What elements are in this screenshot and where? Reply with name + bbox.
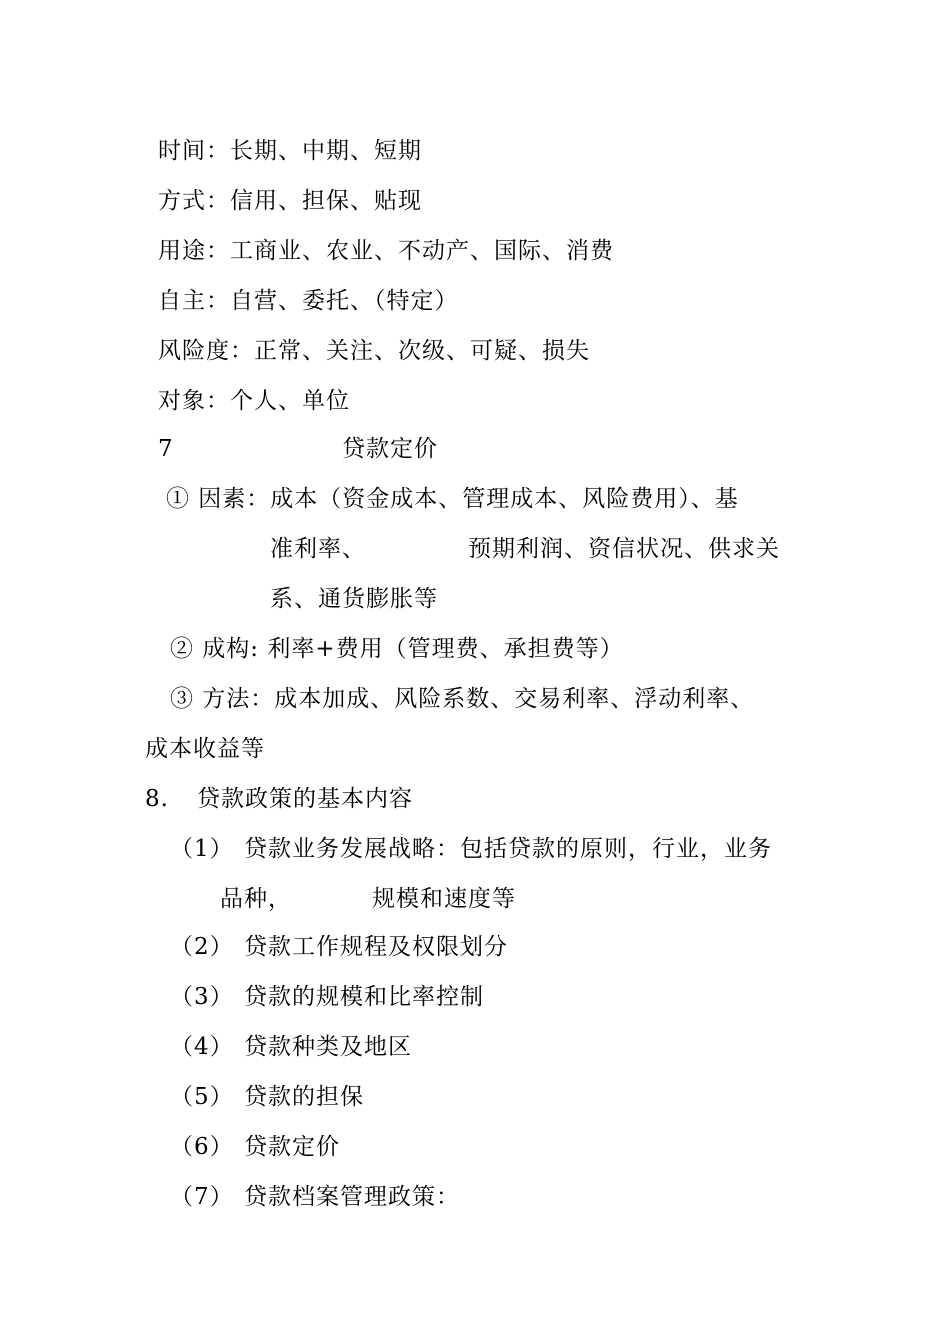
policy-item-1-cont-b: 规模和速度等 (372, 886, 516, 912)
policy-item-text: 贷款档案管理政策： (244, 1184, 460, 1210)
policy-item-number: （6） (170, 1134, 234, 1160)
policy-item-number: （4） (170, 1034, 234, 1060)
pricing-factors-line2a: 准利率、 (270, 536, 366, 562)
classification-purpose: 用途：工商业、农业、不动产、国际、消费 (158, 238, 614, 264)
policy-item-number: （3） (170, 984, 234, 1010)
policy-item-number: （5） (170, 1084, 234, 1110)
policy-item-7 (170, 1182, 460, 1302)
policy-number: 8. (145, 786, 169, 812)
pricing-factors-line3: 系、通货膨胀等 (270, 586, 438, 612)
classification-time: 时间：长期、中期、短期 (158, 138, 422, 164)
policy-item-text: 贷款种类及地区 (244, 1034, 412, 1060)
pricing-methods-line1: ③ 方法：成本加成、风险系数、交易利率、浮动利率、 (170, 686, 755, 712)
policy-item-text: 贷款工作规程及权限划分 (244, 934, 508, 960)
policy-item-text: 贷款业务发展战略：包括贷款的原则，行业，业务 (244, 836, 772, 862)
pricing-number: 7 (158, 436, 174, 462)
policy-item-text: 贷款的担保 (244, 1084, 364, 1110)
policy-title: 贷款政策的基本内容 (197, 786, 413, 812)
classification-target: 对象：个人、单位 (158, 388, 350, 414)
policy-item-number: （1） (170, 836, 234, 862)
classification-autonomy: 自主：自营、委托、（特定） (158, 288, 459, 314)
pricing-factors-line2b: 预期利润、资信状况、供求关 (468, 536, 780, 562)
policy-item-number: （2） (170, 934, 234, 960)
policy-item-number: （7） (170, 1184, 234, 1210)
classification-method: 方式：信用、担保、贴现 (158, 188, 422, 214)
pricing-title: 贷款定价 (342, 436, 438, 462)
classification-risk: 风险度：正常、关注、次级、可疑、损失 (158, 338, 590, 364)
policy-item-text: 贷款定价 (244, 1134, 340, 1160)
policy-item-text: 贷款的规模和比率控制 (244, 984, 484, 1010)
pricing-structure: ② 成构: 利率+费用（管理费、承担费等） (170, 636, 624, 662)
policy-item-1-cont-a: 品种， (220, 886, 292, 912)
pricing-factors-line1: ① 因素：成本（资金成本、管理成本、风险费用）、基 (166, 486, 739, 512)
pricing-methods-line2: 成本收益等 (145, 736, 265, 762)
